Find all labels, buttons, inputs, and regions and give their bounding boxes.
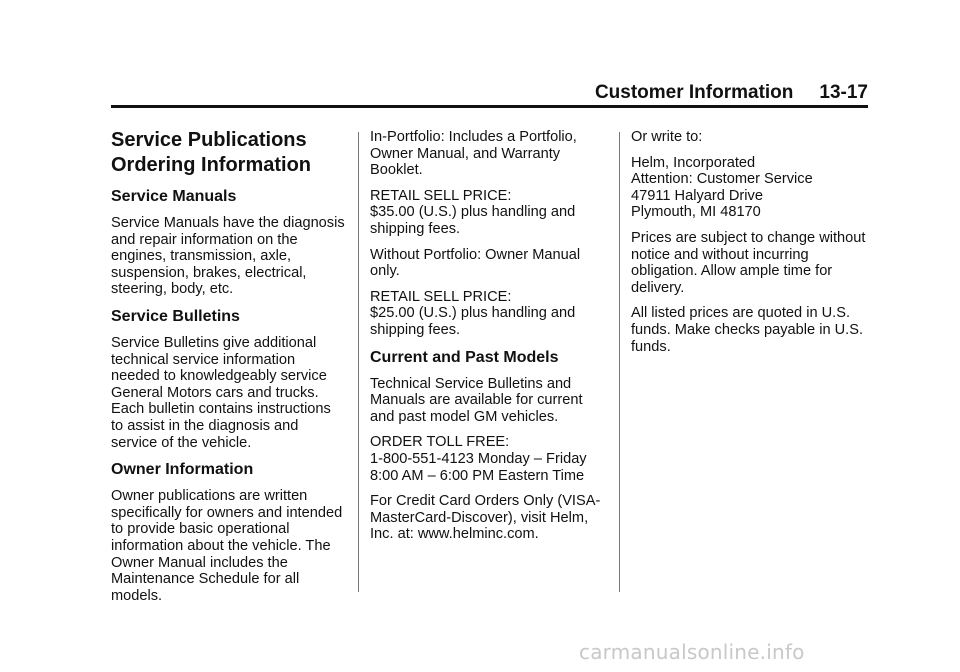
- price-block-2: [370, 289, 602, 339]
- current-past-models-text: Technical Service Bulletins and Manuals are available for current and past model GM vehicles.: [370, 375, 583, 425]
- price-value: $35.00 (U.S.) plus handling and shipping fees.: [370, 204, 576, 237]
- page-header: [111, 78, 868, 104]
- price-label: RETAIL SELL PRICE:: [370, 288, 512, 305]
- service-bulletins-text: Service Bulletins give additional technical service information needed to knowledgeably service General Motors cars and trucks. Each bulletin contains instructions to assist in the diagnosis and service of the vehicle.: [111, 334, 331, 451]
- funds-notice: All listed prices are quoted in U.S. funds. Make checks payable in U.S. funds.: [631, 305, 863, 355]
- order-hours: 8:00 AM – 6:00 PM Eastern Time: [370, 467, 585, 484]
- price-label: RETAIL SELL PRICE:: [370, 187, 512, 204]
- section-title: Customer Information: [594, 82, 794, 103]
- header-rule: [111, 105, 868, 108]
- prices-notice: Prices are subject to change without notice and without incurring obligation. Allow ample time for delivery.: [631, 229, 866, 296]
- column-divider: [619, 132, 620, 592]
- column-right: [631, 129, 868, 364]
- page-number: 13-17: [819, 82, 868, 103]
- column-middle: [370, 129, 602, 552]
- column-divider: [358, 132, 359, 592]
- order-block: [370, 434, 602, 484]
- column-left: [111, 128, 346, 613]
- write-to-text: Or write to:: [631, 129, 703, 145]
- credit-card-text: For Credit Card Orders Only (VISA-MasterCard-Discover), visit Helm, Inc. at: www.helminc.com.: [370, 493, 601, 543]
- price-block-1: [370, 188, 602, 238]
- in-portfolio-text: In-Portfolio: Includes a Portfolio, Owner Manual, and Warranty Booklet.: [370, 129, 577, 179]
- order-label: ORDER TOLL FREE:: [370, 434, 510, 451]
- service-manuals-text: Service Manuals have the diagnosis and repair information on the engines, transmission, axle, suspension, brakes, electrical, steering, body, etc.: [111, 215, 345, 298]
- service-bulletins-heading: Service Bulletins: [111, 307, 240, 325]
- current-past-models-heading: Current and Past Models: [370, 348, 559, 366]
- price-value: $25.00 (U.S.) plus handling and shipping fees.: [370, 305, 576, 338]
- service-manuals-heading: Service Manuals: [111, 188, 237, 205]
- mailing-address: Helm, Incorporated Attention: Customer Service 47911 Halyard Drive Plymouth, MI 48170: [631, 154, 813, 221]
- without-portfolio-text: Without Portfolio: Owner Manual only.: [370, 246, 581, 280]
- owner-information-text: Owner publications are written specifically for owners and intended to provide basic operational information about the vehicle. The Owner Manual includes the Maintenance Schedule for all models.: [111, 488, 343, 604]
- order-phone: 1-800-551-4123 Monday – Friday: [370, 450, 587, 467]
- owner-information-heading: Owner Information: [111, 461, 254, 479]
- main-heading: Service Publications Ordering Information: [111, 129, 311, 176]
- watermark: carmanualsonline.info: [579, 640, 805, 664]
